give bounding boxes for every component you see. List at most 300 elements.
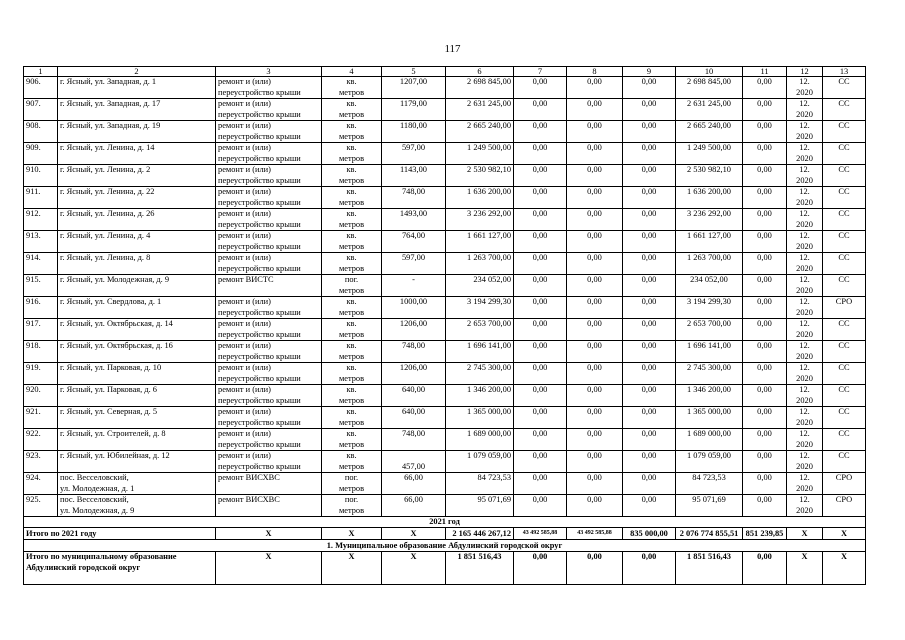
work-type-cell [216,451,322,473]
fund8-value: 0,00 [587,495,602,504]
unit-text-line2: метров [338,373,365,383]
deadline-month: 12. [799,165,810,174]
fund8-value: 0,00 [587,319,602,328]
address-text: пос. Весселовский, [60,495,129,504]
contractor-code: СС [838,253,850,262]
fund8-cell [567,187,623,209]
fund11-cell [743,275,787,297]
address-text: г. Ясный, ул. Западная, д. 19 [60,121,161,130]
fund8-cell [567,429,623,451]
fund11-value: 0,00 [757,253,772,262]
deadline-cell [787,231,823,253]
area-cell [382,77,446,99]
deadline-cell [787,77,823,99]
col-header: 7 [514,67,567,77]
fund8-value: 0,00 [587,77,602,86]
fund9-cell [623,165,676,187]
contractor-code-cell [823,209,866,231]
contractor-code: СС [838,77,850,86]
total-cost-value: 2 530 982,10 [467,165,511,174]
unit-text: кв. [346,165,357,174]
deadline-cell [787,473,823,495]
fund9-value: 0,00 [641,451,657,460]
deadline-month: 12. [799,231,810,240]
row-number [24,143,58,165]
fund11-cell [743,495,787,517]
fund9-value: 0,00 [641,231,657,240]
fund11-value: 0,00 [757,341,772,350]
address-text: г. Ясный, ул. Парковая, д. 10 [60,363,162,372]
unit-text-line2: метров [338,329,365,339]
fund10-cell [676,385,743,407]
area-value: 1180,00 [400,121,427,130]
row-number [24,297,58,319]
area-cell [382,297,446,319]
work-type-text: ремонт и (или) [218,341,271,350]
deadline-cell [787,385,823,407]
unit-text: кв. [346,187,357,196]
work-type-cell [216,77,322,99]
fund10-cell [676,407,743,429]
fund9-value: 0,00 [641,407,657,416]
unit-text: кв. [346,209,357,218]
contractor-code-cell [823,253,866,275]
fund10-value: 2 698 845,00 [687,77,731,86]
fund9-value: 0,00 [641,363,657,372]
work-type-text-line2: переустройство крыши [218,109,301,119]
unit-text: кв. [346,297,357,306]
work-type-text: ремонт и (или) [218,429,271,438]
unit-text: кв. [346,231,357,240]
address-cell [58,99,216,121]
fund8-value: 0,00 [587,253,602,262]
table-row [24,385,866,407]
fund9-cell [623,297,676,319]
area-cell [382,363,446,385]
total-cost-cell [446,297,514,319]
total-f9: 835 000,00 [623,528,676,540]
col-header: 6 [446,67,514,77]
contractor-code-cell [823,319,866,341]
fund8-cell [567,253,623,275]
row-number [24,495,58,517]
deadline-month: 12. [799,429,810,438]
fund8-value: 0,00 [587,451,602,460]
work-type-text: ремонт и (или) [218,187,271,196]
total-2021-row [24,528,866,540]
area-cell [382,341,446,363]
address-cell [58,165,216,187]
address-cell [58,363,216,385]
work-type-cell [216,407,322,429]
fund7-cell [514,385,567,407]
address-text: г. Ясный, ул. Октябрьская, д. 16 [60,341,173,350]
address-cell [58,121,216,143]
unit-text: кв. [346,341,357,350]
deadline-year: 2020 [796,109,813,119]
fund8-value: 0,00 [587,165,602,174]
work-type-cell [216,253,322,275]
fund8-value: 0,00 [587,99,602,108]
table-row [24,341,866,363]
total-cost-value: 1 249 500,00 [467,143,511,152]
col-header: 4 [322,67,382,77]
contractor-code: СРО [835,473,853,482]
unit-text: кв. [346,451,357,460]
unit-text-line2: метров [338,285,365,295]
contractor-code-cell [823,77,866,99]
deadline-year: 2020 [796,483,813,493]
contractor-code-cell [823,473,866,495]
fund10-value: 3 236 292,00 [687,209,731,218]
work-type-text: ремонт и (или) [218,385,271,394]
address-cell [58,143,216,165]
unit-cell [322,209,382,231]
fund7-value: 0,00 [532,297,548,306]
fund9-cell [623,143,676,165]
deadline-year: 2020 [796,131,813,141]
fund9-value: 0,00 [641,253,657,262]
total-cost-cell [446,407,514,429]
total-cost-value: 1 661 127,00 [467,231,511,240]
fund11-cell [743,209,787,231]
fund10-cell [676,99,743,121]
area-value: 66,00 [404,495,423,504]
total-x: X [216,528,322,540]
deadline-year: 2020 [796,395,813,405]
deadline-cell [787,121,823,143]
total-cost-cell [446,99,514,121]
work-type-text-line2: переустройство крыши [218,329,301,339]
unit-text-line2: метров [338,241,365,251]
fund9-value: 0,00 [641,143,657,152]
area-value: 1179,00 [400,99,427,108]
fund8-cell [567,495,623,517]
fund8-cell [567,99,623,121]
contractor-code: СС [838,209,850,218]
fund11-cell [743,231,787,253]
area-value: 640,00 [401,385,426,394]
area-value: 748,00 [401,187,426,196]
deadline-month: 12. [799,143,810,152]
work-type-text-line2: переустройство крыши [218,219,301,229]
fund9-cell [623,407,676,429]
unit-cell [322,385,382,407]
fund9-cell [623,77,676,99]
work-type-text: ремонт ВИСТС [218,275,274,284]
fund8-cell [567,363,623,385]
work-type-text: ремонт и (или) [218,165,271,174]
table-row [24,253,866,275]
contractor-code-cell [823,275,866,297]
contractor-code: СРО [835,297,853,306]
col-header: 5 [382,67,446,77]
fund9-value: 0,00 [641,209,657,218]
fund11-value: 0,00 [757,77,772,86]
total-f10: 2 076 774 855,51 [676,528,743,540]
area-cell [382,407,446,429]
area-cell [382,473,446,495]
area-cell [382,385,446,407]
total-f7: 43 492 585,88 [514,528,567,540]
fund7-value: 0,00 [532,99,548,108]
total-cost-cell [446,231,514,253]
table-row [24,209,866,231]
total-cost-value: 2 631 245,00 [467,99,511,108]
address-text: г. Ясный, ул. Западная, д. 17 [60,99,161,108]
municipal-f11: 0,00 [743,552,787,585]
area-cell [382,495,446,517]
work-type-cell [216,275,322,297]
fund8-cell [567,297,623,319]
total-cost-cell [446,495,514,517]
deadline-year: 2020 [796,307,813,317]
contractor-code-cell [823,121,866,143]
contractor-code-cell [823,495,866,517]
row-number-text: 917. [26,319,41,328]
fund7-cell [514,495,567,517]
work-type-cell [216,99,322,121]
fund11-cell [743,253,787,275]
contractor-code: СС [838,319,850,328]
address-cell [58,385,216,407]
fund10-value: 3 194 299,30 [687,297,731,306]
unit-text: кв. [346,363,357,372]
unit-cell [322,429,382,451]
deadline-month: 12. [799,319,810,328]
fund11-cell [743,187,787,209]
fund7-value: 0,00 [532,407,548,416]
work-type-text-line2: переустройство крыши [218,263,301,273]
total-cost-value: 2 698 845,00 [467,77,511,86]
total-cost-cell [446,253,514,275]
total-cost-cell [446,319,514,341]
address-text: г. Ясный, ул. Строителей, д. 8 [60,429,166,438]
unit-text-line2: метров [338,461,365,471]
row-number-text: 908. [26,121,41,130]
work-type-text: ремонт и (или) [218,407,271,416]
fund11-cell [743,77,787,99]
page-number: 117 [444,43,461,55]
deadline-cell [787,319,823,341]
fund7-cell [514,121,567,143]
deadline-cell [787,341,823,363]
fund10-cell [676,143,743,165]
fund7-cell [514,297,567,319]
fund9-cell [623,231,676,253]
deadline-year: 2020 [796,505,813,515]
address-cell [58,473,216,495]
fund7-cell [514,363,567,385]
fund8-value: 0,00 [587,407,602,416]
fund11-value: 0,00 [757,451,772,460]
fund10-value: 2 631 245,00 [687,99,731,108]
deadline-year: 2020 [796,417,813,427]
row-number-text: 921. [26,407,41,416]
deadline-month: 12. [799,451,810,460]
work-type-cell [216,121,322,143]
total-cost-value: 1 346 200,00 [467,385,511,394]
unit-text-line2: метров [338,153,365,163]
fund11-value: 0,00 [757,143,772,152]
fund8-cell [567,473,623,495]
unit-cell [322,363,382,385]
deadline-cell [787,209,823,231]
unit-text-line2: метров [338,483,365,493]
row-number-text: 907. [26,99,41,108]
fund7-cell [514,165,567,187]
total-x: X [382,528,446,540]
fund11-cell [743,319,787,341]
unit-cell [322,121,382,143]
municipal-total-row [24,552,866,585]
deadline-year: 2020 [796,175,813,185]
deadline-month: 12. [799,363,810,372]
area-cell [382,165,446,187]
deadline-cell [787,275,823,297]
fund11-cell [743,363,787,385]
fund8-cell [567,275,623,297]
area-cell [382,253,446,275]
fund8-value: 0,00 [587,385,602,394]
fund11-cell [743,451,787,473]
municipal-f10: 1 851 516,43 [676,552,743,585]
row-number [24,253,58,275]
fund8-cell [567,385,623,407]
year-header: 2021 год [24,517,866,528]
work-type-cell [216,341,322,363]
fund11-value: 0,00 [757,495,772,504]
fund10-cell [676,187,743,209]
fund8-value: 0,00 [587,187,602,196]
fund11-value: 0,00 [757,429,772,438]
fund10-cell [676,253,743,275]
deadline-cell [787,451,823,473]
total-x: X [787,528,823,540]
fund10-value: 1 263 700,00 [687,253,731,262]
work-type-text: ремонт и (или) [218,253,271,262]
fund9-value: 0,00 [641,187,657,196]
fund11-value: 0,00 [757,385,772,394]
total-cost-cell [446,209,514,231]
fund7-cell [514,143,567,165]
contractor-code: СС [838,363,850,372]
unit-text-line2: метров [338,197,365,207]
area-value: 597,00 [401,143,426,152]
contractor-code-cell [823,165,866,187]
work-type-text-line2: переустройство крыши [218,351,301,361]
area-cell [382,429,446,451]
repair-register-table [23,66,866,585]
work-type-text: ремонт ВИСХВС [218,473,280,482]
fund9-cell [623,495,676,517]
fund9-cell [623,121,676,143]
col-header: 11 [743,67,787,77]
address-cell [58,407,216,429]
fund11-value: 0,00 [757,165,772,174]
address-text: г. Ясный, ул. Свердлова, д. 1 [60,297,162,306]
table-row [24,231,866,253]
unit-cell [322,495,382,517]
contractor-code: СС [838,99,850,108]
address-cell [58,495,216,517]
fund8-cell [567,77,623,99]
municipal-f9: 0,00 [623,552,676,585]
fund10-value: 1 661 127,00 [687,231,731,240]
total-cost-value: 2 653 700,00 [467,319,511,328]
fund11-value: 0,00 [757,209,772,218]
municipal-x: X [322,552,382,585]
contractor-code: СС [838,143,850,152]
total-cost-cell [446,385,514,407]
fund8-value: 0,00 [587,143,602,152]
col-header: 2 [58,67,216,77]
fund10-value: 1 696 141,00 [687,341,731,350]
fund10-cell [676,165,743,187]
total-cost-value: 95 071,69 [477,495,511,504]
work-type-text-line2: переустройство крыши [218,131,301,141]
fund8-cell [567,143,623,165]
total-cost-value: 1 636 200,00 [467,187,511,196]
row-number [24,319,58,341]
fund11-cell [743,429,787,451]
deadline-year: 2020 [796,241,813,251]
contractor-code: СС [838,231,850,240]
address-cell [58,77,216,99]
deadline-year: 2020 [796,351,813,361]
address-text: г. Ясный, ул. Ленина, д. 4 [60,231,151,240]
fund10-cell [676,209,743,231]
unit-text: кв. [346,99,357,108]
deadline-month: 12. [799,187,810,196]
contractor-code: СС [838,275,850,284]
fund8-value: 0,00 [587,275,602,284]
unit-cell [322,319,382,341]
fund9-value: 0,00 [641,297,657,306]
work-type-text: ремонт и (или) [218,297,271,306]
contractor-code: СС [838,385,850,394]
area-value: 748,00 [401,429,426,438]
unit-text: кв. [346,429,357,438]
unit-cell [322,77,382,99]
row-number-text: 920. [26,385,41,394]
total-cost-value: 84 723,53 [477,473,511,482]
fund11-value: 0,00 [757,473,772,482]
fund9-cell [623,275,676,297]
fund9-cell [623,253,676,275]
deadline-year: 2020 [796,87,813,97]
area-value: 1000,00 [399,297,428,306]
address-text-line2: ул. Молодежная, д. 9 [60,505,135,515]
total-x: X [823,528,866,540]
total-cost-cell [446,451,514,473]
region-header-row [24,540,866,552]
work-type-text-line2: переустройство крыши [218,153,301,163]
row-number [24,209,58,231]
fund10-value: 2 665 240,00 [687,121,731,130]
contractor-code: СРО [835,495,853,504]
fund11-value: 0,00 [757,99,772,108]
fund8-cell [567,341,623,363]
fund10-value: 1 346 200,00 [687,385,731,394]
col-header: 12 [787,67,823,77]
table-row [24,451,866,473]
fund7-cell [514,187,567,209]
unit-text-line2: метров [338,219,365,229]
row-number-text: 912. [26,209,41,218]
unit-text-line2: метров [338,351,365,361]
contractor-code-cell [823,407,866,429]
